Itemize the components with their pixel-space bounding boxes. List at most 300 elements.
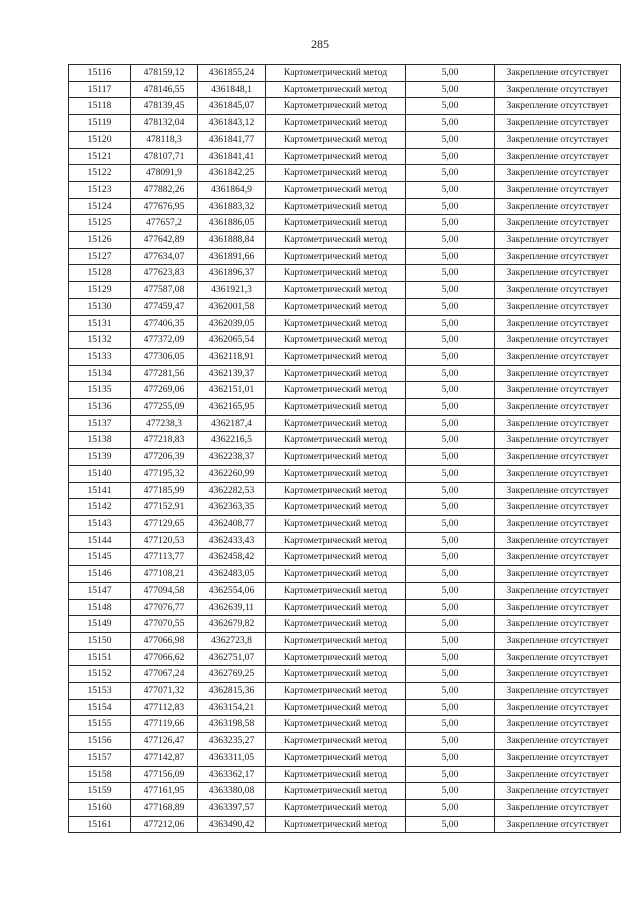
point-number-cell: 15137	[69, 415, 131, 432]
point-number-cell: 15138	[69, 432, 131, 449]
fixation-cell: Закрепление отсутствует	[495, 766, 621, 783]
precision-cell: 5,00	[406, 666, 495, 683]
y-coordinate-cell: 4362165,95	[198, 399, 266, 416]
method-cell: Картометрический метод	[266, 98, 406, 115]
table-row	[69, 365, 621, 382]
y-coordinate-cell: 4361864,9	[198, 181, 266, 198]
table-row	[69, 666, 621, 683]
y-coordinate-cell: 4362151,01	[198, 382, 266, 399]
x-coordinate-cell: 477070,55	[131, 616, 198, 633]
method-cell: Картометрический метод	[266, 716, 406, 733]
precision-cell: 5,00	[406, 81, 495, 98]
point-number-cell: 15121	[69, 148, 131, 165]
precision-cell: 5,00	[406, 515, 495, 532]
table-row	[69, 181, 621, 198]
point-number-cell: 15129	[69, 282, 131, 299]
y-coordinate-cell: 4362187,4	[198, 415, 266, 432]
x-coordinate-cell: 477066,62	[131, 649, 198, 666]
fixation-cell: Закрепление отсутствует	[495, 165, 621, 182]
table-row	[69, 632, 621, 649]
fixation-cell: Закрепление отсутствует	[495, 315, 621, 332]
point-number-cell: 15153	[69, 683, 131, 700]
method-cell: Картометрический метод	[266, 332, 406, 349]
point-number-cell: 15147	[69, 582, 131, 599]
fixation-cell: Закрепление отсутствует	[495, 115, 621, 132]
point-number-cell: 15120	[69, 131, 131, 148]
method-cell: Картометрический метод	[266, 749, 406, 766]
precision-cell: 5,00	[406, 549, 495, 566]
fixation-cell: Закрепление отсутствует	[495, 232, 621, 249]
precision-cell: 5,00	[406, 733, 495, 750]
y-coordinate-cell: 4361842,25	[198, 165, 266, 182]
fixation-cell: Закрепление отсутствует	[495, 181, 621, 198]
table-row	[69, 115, 621, 132]
table-row	[69, 81, 621, 98]
fixation-cell: Закрепление отсутствует	[495, 415, 621, 432]
table-row	[69, 265, 621, 282]
method-cell: Картометрический метод	[266, 265, 406, 282]
method-cell: Картометрический метод	[266, 81, 406, 98]
method-cell: Картометрический метод	[266, 582, 406, 599]
point-number-cell: 15133	[69, 348, 131, 365]
fixation-cell: Закрепление отсутствует	[495, 215, 621, 232]
method-cell: Картометрический метод	[266, 198, 406, 215]
table-row	[69, 198, 621, 215]
table-body	[69, 65, 621, 833]
method-cell: Картометрический метод	[266, 348, 406, 365]
method-cell: Картометрический метод	[266, 365, 406, 382]
y-coordinate-cell: 4361886,05	[198, 215, 266, 232]
table-row	[69, 783, 621, 800]
table-row	[69, 499, 621, 516]
fixation-cell: Закрепление отсутствует	[495, 98, 621, 115]
method-cell: Картометрический метод	[266, 515, 406, 532]
table-row	[69, 532, 621, 549]
table-row	[69, 515, 621, 532]
x-coordinate-cell: 477119,66	[131, 716, 198, 733]
x-coordinate-cell: 477071,32	[131, 683, 198, 700]
fixation-cell: Закрепление отсутствует	[495, 733, 621, 750]
point-number-cell: 15128	[69, 265, 131, 282]
y-coordinate-cell: 4362139,37	[198, 365, 266, 382]
method-cell: Картометрический метод	[266, 181, 406, 198]
page-number: 285	[311, 37, 329, 51]
x-coordinate-cell: 477113,77	[131, 549, 198, 566]
table-row	[69, 432, 621, 449]
method-cell: Картометрический метод	[266, 315, 406, 332]
point-number-cell: 15135	[69, 382, 131, 399]
table-row	[69, 415, 621, 432]
method-cell: Картометрический метод	[266, 282, 406, 299]
y-coordinate-cell: 4362118,91	[198, 348, 266, 365]
y-coordinate-cell: 4363380,08	[198, 783, 266, 800]
precision-cell: 5,00	[406, 616, 495, 633]
point-number-cell: 15148	[69, 599, 131, 616]
table-row	[69, 248, 621, 265]
precision-cell: 5,00	[406, 649, 495, 666]
precision-cell: 5,00	[406, 482, 495, 499]
point-number-cell: 15136	[69, 399, 131, 416]
method-cell: Картометрический метод	[266, 499, 406, 516]
point-number-cell: 15139	[69, 449, 131, 466]
table-row	[69, 98, 621, 115]
precision-cell: 5,00	[406, 582, 495, 599]
x-coordinate-cell: 477212,06	[131, 816, 198, 833]
point-number-cell: 15126	[69, 232, 131, 249]
precision-cell: 5,00	[406, 783, 495, 800]
fixation-cell: Закрепление отсутствует	[495, 382, 621, 399]
y-coordinate-cell: 4361921,3	[198, 282, 266, 299]
fixation-cell: Закрепление отсутствует	[495, 482, 621, 499]
table-row	[69, 332, 621, 349]
fixation-cell: Закрепление отсутствует	[495, 599, 621, 616]
x-coordinate-cell: 478132,04	[131, 115, 198, 132]
y-coordinate-cell: 4362363,35	[198, 499, 266, 516]
point-number-cell: 15160	[69, 799, 131, 816]
point-number-cell: 15144	[69, 532, 131, 549]
precision-cell: 5,00	[406, 348, 495, 365]
fixation-cell: Закрепление отсутствует	[495, 582, 621, 599]
table-row	[69, 599, 621, 616]
precision-cell: 5,00	[406, 566, 495, 583]
method-cell: Картометрический метод	[266, 215, 406, 232]
table-row	[69, 298, 621, 315]
table-row	[69, 148, 621, 165]
y-coordinate-cell: 4361843,12	[198, 115, 266, 132]
y-coordinate-cell: 4362065,54	[198, 332, 266, 349]
point-number-cell: 15116	[69, 65, 131, 82]
table-row	[69, 683, 621, 700]
x-coordinate-cell: 477218,83	[131, 432, 198, 449]
x-coordinate-cell: 477129,65	[131, 515, 198, 532]
y-coordinate-cell: 4362815,36	[198, 683, 266, 700]
table-row	[69, 348, 621, 365]
precision-cell: 5,00	[406, 415, 495, 432]
y-coordinate-cell: 4361841,41	[198, 148, 266, 165]
fixation-cell: Закрепление отсутствует	[495, 131, 621, 148]
table-row	[69, 131, 621, 148]
precision-cell: 5,00	[406, 365, 495, 382]
precision-cell: 5,00	[406, 699, 495, 716]
precision-cell: 5,00	[406, 683, 495, 700]
fixation-cell: Закрепление отсутствует	[495, 649, 621, 666]
fixation-cell: Закрепление отсутствует	[495, 465, 621, 482]
point-number-cell: 15141	[69, 482, 131, 499]
y-coordinate-cell: 4362679,82	[198, 616, 266, 633]
fixation-cell: Закрепление отсутствует	[495, 449, 621, 466]
x-coordinate-cell: 477185,99	[131, 482, 198, 499]
fixation-cell: Закрепление отсутствует	[495, 666, 621, 683]
table-row	[69, 816, 621, 833]
y-coordinate-cell: 4363490,42	[198, 816, 266, 833]
x-coordinate-cell: 477269,06	[131, 382, 198, 399]
y-coordinate-cell: 4361888,84	[198, 232, 266, 249]
precision-cell: 5,00	[406, 148, 495, 165]
table-row	[69, 465, 621, 482]
method-cell: Картометрический метод	[266, 432, 406, 449]
y-coordinate-cell: 4362039,05	[198, 315, 266, 332]
x-coordinate-cell: 477676,95	[131, 198, 198, 215]
precision-cell: 5,00	[406, 532, 495, 549]
method-cell: Картометрический метод	[266, 131, 406, 148]
x-coordinate-cell: 477112,83	[131, 699, 198, 716]
x-coordinate-cell: 477306,05	[131, 348, 198, 365]
table-row	[69, 382, 621, 399]
x-coordinate-cell: 477076,77	[131, 599, 198, 616]
method-cell: Картометрический метод	[266, 699, 406, 716]
x-coordinate-cell: 477406,35	[131, 315, 198, 332]
method-cell: Картометрический метод	[266, 298, 406, 315]
precision-cell: 5,00	[406, 766, 495, 783]
precision-cell: 5,00	[406, 332, 495, 349]
x-coordinate-cell: 478118,3	[131, 131, 198, 148]
table-row	[69, 549, 621, 566]
y-coordinate-cell: 4361896,37	[198, 265, 266, 282]
fixation-cell: Закрепление отсутствует	[495, 716, 621, 733]
table-row	[69, 616, 621, 633]
point-number-cell: 15117	[69, 81, 131, 98]
method-cell: Картометрический метод	[266, 115, 406, 132]
y-coordinate-cell: 4363198,58	[198, 716, 266, 733]
fixation-cell: Закрепление отсутствует	[495, 282, 621, 299]
point-number-cell: 15154	[69, 699, 131, 716]
x-coordinate-cell: 477882,26	[131, 181, 198, 198]
y-coordinate-cell: 4362458,42	[198, 549, 266, 566]
method-cell: Картометрический метод	[266, 666, 406, 683]
precision-cell: 5,00	[406, 181, 495, 198]
method-cell: Картометрический метод	[266, 382, 406, 399]
x-coordinate-cell: 477238,3	[131, 415, 198, 432]
method-cell: Картометрический метод	[266, 632, 406, 649]
y-coordinate-cell: 4363362,17	[198, 766, 266, 783]
point-number-cell: 15159	[69, 783, 131, 800]
fixation-cell: Закрепление отсутствует	[495, 799, 621, 816]
x-coordinate-cell: 477067,24	[131, 666, 198, 683]
table-row	[69, 65, 621, 82]
precision-cell: 5,00	[406, 382, 495, 399]
x-coordinate-cell: 477623,83	[131, 265, 198, 282]
fixation-cell: Закрепление отсутствует	[495, 432, 621, 449]
table-row	[69, 165, 621, 182]
table-row	[69, 315, 621, 332]
precision-cell: 5,00	[406, 315, 495, 332]
x-coordinate-cell: 477634,07	[131, 248, 198, 265]
table-row	[69, 399, 621, 416]
method-cell: Картометрический метод	[266, 566, 406, 583]
table-row	[69, 482, 621, 499]
precision-cell: 5,00	[406, 632, 495, 649]
table-row	[69, 766, 621, 783]
fixation-cell: Закрепление отсутствует	[495, 198, 621, 215]
y-coordinate-cell: 4362282,53	[198, 482, 266, 499]
point-number-cell: 15152	[69, 666, 131, 683]
precision-cell: 5,00	[406, 499, 495, 516]
y-coordinate-cell: 4362769,25	[198, 666, 266, 683]
point-number-cell: 15145	[69, 549, 131, 566]
y-coordinate-cell: 4363235,27	[198, 733, 266, 750]
point-number-cell: 15158	[69, 766, 131, 783]
precision-cell: 5,00	[406, 465, 495, 482]
point-number-cell: 15151	[69, 649, 131, 666]
fixation-cell: Закрепление отсутствует	[495, 515, 621, 532]
method-cell: Картометрический метод	[266, 599, 406, 616]
method-cell: Картометрический метод	[266, 616, 406, 633]
method-cell: Картометрический метод	[266, 649, 406, 666]
table-row	[69, 582, 621, 599]
y-coordinate-cell: 4362001,58	[198, 298, 266, 315]
y-coordinate-cell: 4362639,11	[198, 599, 266, 616]
y-coordinate-cell: 4362751,07	[198, 649, 266, 666]
x-coordinate-cell: 478107,71	[131, 148, 198, 165]
y-coordinate-cell: 4361883,32	[198, 198, 266, 215]
x-coordinate-cell: 477281,56	[131, 365, 198, 382]
precision-cell: 5,00	[406, 115, 495, 132]
method-cell: Картометрический метод	[266, 248, 406, 265]
point-number-cell: 15130	[69, 298, 131, 315]
fixation-cell: Закрепление отсутствует	[495, 65, 621, 82]
y-coordinate-cell: 4362238,37	[198, 449, 266, 466]
y-coordinate-cell: 4361848,1	[198, 81, 266, 98]
y-coordinate-cell: 4363311,05	[198, 749, 266, 766]
table-row	[69, 699, 621, 716]
x-coordinate-cell: 477459,47	[131, 298, 198, 315]
method-cell: Картометрический метод	[266, 482, 406, 499]
y-coordinate-cell: 4362433,43	[198, 532, 266, 549]
x-coordinate-cell: 477120,53	[131, 532, 198, 549]
table-row	[69, 215, 621, 232]
table-row	[69, 716, 621, 733]
precision-cell: 5,00	[406, 265, 495, 282]
point-number-cell: 15156	[69, 733, 131, 750]
fixation-cell: Закрепление отсутствует	[495, 632, 621, 649]
precision-cell: 5,00	[406, 248, 495, 265]
x-coordinate-cell: 477642,89	[131, 232, 198, 249]
point-number-cell: 15146	[69, 566, 131, 583]
y-coordinate-cell: 4361891,66	[198, 248, 266, 265]
precision-cell: 5,00	[406, 215, 495, 232]
precision-cell: 5,00	[406, 716, 495, 733]
point-number-cell: 15122	[69, 165, 131, 182]
precision-cell: 5,00	[406, 816, 495, 833]
point-number-cell: 15119	[69, 115, 131, 132]
fixation-cell: Закрепление отсутствует	[495, 549, 621, 566]
fixation-cell: Закрепление отсутствует	[495, 783, 621, 800]
method-cell: Картометрический метод	[266, 399, 406, 416]
x-coordinate-cell: 477161,95	[131, 783, 198, 800]
x-coordinate-cell: 477195,32	[131, 465, 198, 482]
table-row	[69, 799, 621, 816]
method-cell: Картометрический метод	[266, 165, 406, 182]
point-number-cell: 15157	[69, 749, 131, 766]
method-cell: Картометрический метод	[266, 148, 406, 165]
x-coordinate-cell: 477152,91	[131, 499, 198, 516]
x-coordinate-cell: 477108,21	[131, 566, 198, 583]
y-coordinate-cell: 4361845,07	[198, 98, 266, 115]
fixation-cell: Закрепление отсутствует	[495, 248, 621, 265]
x-coordinate-cell: 478091,9	[131, 165, 198, 182]
fixation-cell: Закрепление отсутствует	[495, 566, 621, 583]
x-coordinate-cell: 477255,09	[131, 399, 198, 416]
precision-cell: 5,00	[406, 432, 495, 449]
table-row	[69, 232, 621, 249]
precision-cell: 5,00	[406, 131, 495, 148]
point-number-cell: 15132	[69, 332, 131, 349]
point-number-cell: 15125	[69, 215, 131, 232]
table-row	[69, 749, 621, 766]
coordinates-table	[68, 64, 621, 833]
fixation-cell: Закрепление отсутствует	[495, 683, 621, 700]
precision-cell: 5,00	[406, 749, 495, 766]
method-cell: Картометрический метод	[266, 549, 406, 566]
y-coordinate-cell: 4362216,5	[198, 432, 266, 449]
method-cell: Картометрический метод	[266, 65, 406, 82]
y-coordinate-cell: 4362554,06	[198, 582, 266, 599]
precision-cell: 5,00	[406, 282, 495, 299]
point-number-cell: 15134	[69, 365, 131, 382]
x-coordinate-cell: 477372,09	[131, 332, 198, 349]
precision-cell: 5,00	[406, 298, 495, 315]
point-number-cell: 15161	[69, 816, 131, 833]
method-cell: Картометрический метод	[266, 683, 406, 700]
fixation-cell: Закрепление отсутствует	[495, 365, 621, 382]
x-coordinate-cell: 477156,09	[131, 766, 198, 783]
method-cell: Картометрический метод	[266, 783, 406, 800]
fixation-cell: Закрепление отсутствует	[495, 348, 621, 365]
point-number-cell: 15118	[69, 98, 131, 115]
fixation-cell: Закрепление отсутствует	[495, 499, 621, 516]
precision-cell: 5,00	[406, 449, 495, 466]
precision-cell: 5,00	[406, 98, 495, 115]
precision-cell: 5,00	[406, 65, 495, 82]
point-number-cell: 15131	[69, 315, 131, 332]
point-number-cell: 15123	[69, 181, 131, 198]
point-number-cell: 15142	[69, 499, 131, 516]
x-coordinate-cell: 477206,39	[131, 449, 198, 466]
table-row	[69, 733, 621, 750]
method-cell: Картометрический метод	[266, 799, 406, 816]
method-cell: Картометрический метод	[266, 766, 406, 783]
fixation-cell: Закрепление отсутствует	[495, 265, 621, 282]
y-coordinate-cell: 4361841,77	[198, 131, 266, 148]
precision-cell: 5,00	[406, 799, 495, 816]
method-cell: Картометрический метод	[266, 415, 406, 432]
method-cell: Картометрический метод	[266, 465, 406, 482]
x-coordinate-cell: 477168,89	[131, 799, 198, 816]
y-coordinate-cell: 4363154,21	[198, 699, 266, 716]
point-number-cell: 15143	[69, 515, 131, 532]
table-row	[69, 649, 621, 666]
y-coordinate-cell: 4362483,05	[198, 566, 266, 583]
fixation-cell: Закрепление отсутствует	[495, 148, 621, 165]
y-coordinate-cell: 4362260,99	[198, 465, 266, 482]
point-number-cell: 15140	[69, 465, 131, 482]
y-coordinate-cell: 4362723,8	[198, 632, 266, 649]
x-coordinate-cell: 478159,12	[131, 65, 198, 82]
fixation-cell: Закрепление отсутствует	[495, 616, 621, 633]
fixation-cell: Закрепление отсутствует	[495, 332, 621, 349]
x-coordinate-cell: 478139,45	[131, 98, 198, 115]
fixation-cell: Закрепление отсутствует	[495, 749, 621, 766]
point-number-cell: 15155	[69, 716, 131, 733]
precision-cell: 5,00	[406, 599, 495, 616]
fixation-cell: Закрепление отсутствует	[495, 81, 621, 98]
point-number-cell: 15127	[69, 248, 131, 265]
method-cell: Картометрический метод	[266, 449, 406, 466]
precision-cell: 5,00	[406, 399, 495, 416]
point-number-cell: 15124	[69, 198, 131, 215]
fixation-cell: Закрепление отсутствует	[495, 532, 621, 549]
method-cell: Картометрический метод	[266, 733, 406, 750]
